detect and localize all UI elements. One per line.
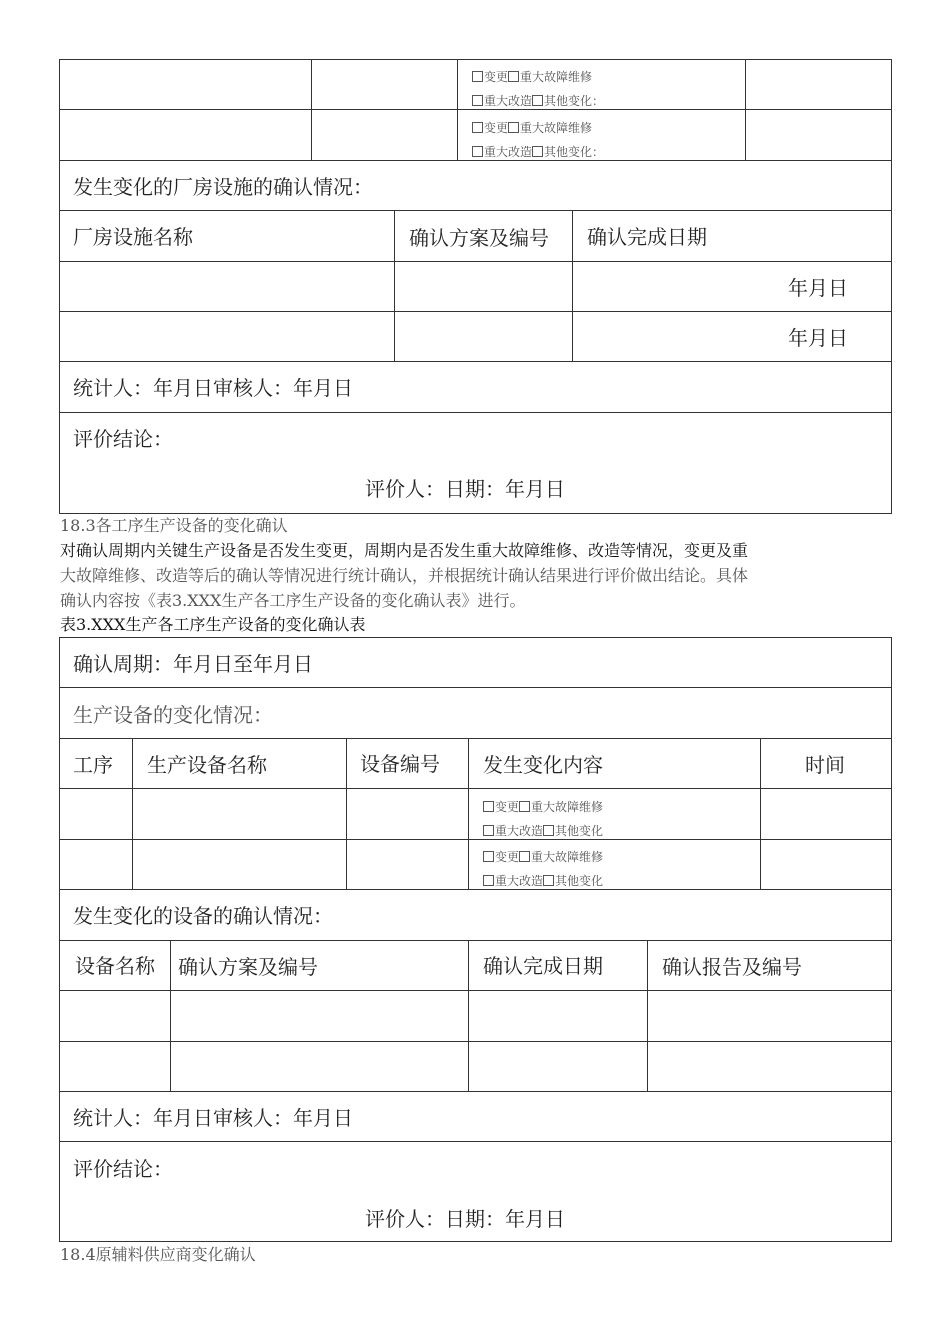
change-options: 变更 重大故障维修 重大改造 其他变化：: [472, 65, 604, 113]
checkbox-icon[interactable]: [519, 801, 530, 812]
checkbox-icon[interactable]: [508, 71, 519, 82]
confirm-plan-header: 确认方案及编号: [178, 955, 318, 979]
section-paragraph-line: 确认内容按《表3.XXX生产各工序生产设备的变化确认表》进行。: [60, 591, 526, 610]
checkbox-icon[interactable]: [519, 851, 530, 862]
checkbox-icon[interactable]: [483, 875, 494, 886]
facility-confirm-title: 发生变化的厂房设施的确认情况：: [73, 175, 373, 199]
stats-line: 统计人：年月日审核人：年月日: [73, 1106, 353, 1130]
date-placeholder: 年月日: [788, 276, 848, 300]
section-paragraph-line: 大故障维修、改造等后的确认等情况进行统计确认，并根据统计确认结果进行评价做出结论。具体: [60, 566, 749, 585]
confirm-plan-header: 确认方案及编号: [409, 226, 549, 250]
confirm-date-header: 确认完成日期: [587, 225, 707, 249]
checkbox-icon[interactable]: [483, 801, 494, 812]
section-heading: 18.4原辅料供应商变化确认: [60, 1245, 256, 1264]
eval-label: 评价结论：: [73, 427, 173, 451]
eval-signature: 评价人：日期：年月日: [365, 477, 565, 501]
checkbox-icon[interactable]: [532, 146, 543, 157]
checkbox-icon[interactable]: [483, 851, 494, 862]
facility-name-header: 厂房设施名称: [73, 225, 193, 249]
eval-signature: 评价人：日期：年月日: [365, 1207, 565, 1231]
table-caption: 表3.XXX生产各工序生产设备的变化确认表: [60, 615, 366, 634]
eval-label: 评价结论：: [73, 1157, 173, 1181]
checkbox-icon[interactable]: [472, 146, 483, 157]
checkbox-icon[interactable]: [483, 825, 494, 836]
process-header: 工序: [73, 753, 113, 777]
equipment-name-header: 生产设备名称: [147, 753, 267, 777]
confirm-period: 确认周期：年月日至年月日: [73, 652, 313, 676]
equipment-name-header: 设备名称: [75, 954, 155, 978]
equipment-confirm-title: 发生变化的设备的确认情况：: [73, 904, 333, 928]
confirm-report-header: 确认报告及编号: [662, 955, 802, 979]
checkbox-icon[interactable]: [472, 95, 483, 106]
date-placeholder: 年月日: [788, 326, 848, 350]
equipment-change-title: 生产设备的变化情况：: [73, 703, 273, 727]
section-heading: 18.3各工序生产设备的变化确认: [60, 516, 288, 535]
stats-line: 统计人：年月日审核人：年月日: [73, 376, 353, 400]
checkbox-icon[interactable]: [472, 122, 483, 133]
checkbox-icon[interactable]: [508, 122, 519, 133]
checkbox-icon[interactable]: [532, 95, 543, 106]
checkbox-icon[interactable]: [543, 825, 554, 836]
checkbox-icon[interactable]: [472, 71, 483, 82]
section-paragraph-line: 对确认周期内关键生产设备是否发生变更，周期内是否发生重大故障维修、改造等情况，变更及重: [60, 541, 749, 560]
confirm-date-header: 确认完成日期: [483, 954, 603, 978]
change-options: 变更 重大故障维修 重大改造 其他变化: [483, 795, 603, 843]
change-options: 变更 重大故障维修 重大改造 其他变化：: [472, 116, 604, 164]
equipment-number-header: 设备编号: [360, 752, 440, 776]
time-header: 时间: [805, 753, 845, 777]
change-options: 变更 重大故障维修 重大改造 其他变化: [483, 845, 603, 893]
change-content-header: 发生变化内容: [483, 753, 603, 777]
checkbox-icon[interactable]: [543, 875, 554, 886]
